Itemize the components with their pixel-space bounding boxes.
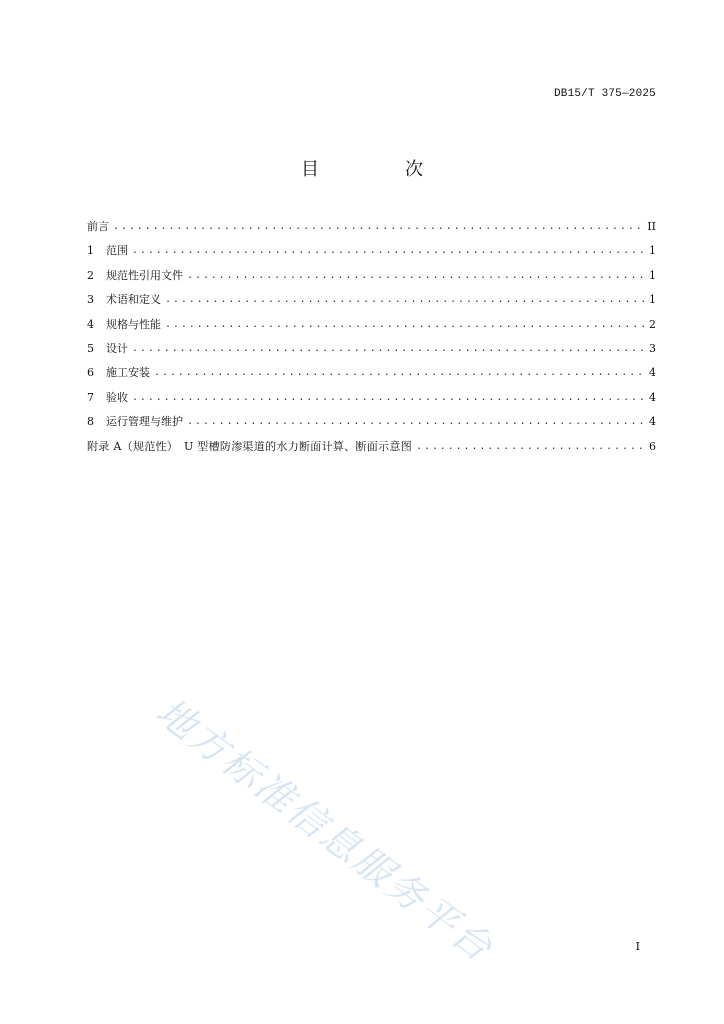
toc-entry-label: 施工安装 (106, 366, 150, 380)
toc-title: 目 次 (301, 159, 457, 180)
dot-leader (132, 340, 644, 358)
toc-entry-number: 2 (87, 268, 94, 282)
toc-entry-number: 5 (87, 341, 94, 355)
dot-leader (165, 291, 644, 309)
dot-leader (165, 316, 644, 334)
toc-entry-page: 4 (649, 415, 656, 429)
toc-entry-appendix-a[interactable] (87, 438, 656, 462)
dot-leader (416, 438, 644, 456)
toc-entry-label: 设计 (106, 341, 128, 355)
toc-entry-label: 规格与性能 (106, 317, 161, 331)
toc-entry-page: 2 (649, 317, 656, 331)
dot-leader (113, 218, 643, 236)
toc-entry-number: 6 (87, 366, 94, 380)
toc-entry-design[interactable] (87, 340, 656, 364)
toc-entry-label: 术语和定义 (106, 293, 161, 307)
toc-entry-label: 验收 (106, 390, 128, 404)
toc-entry-scope[interactable] (87, 242, 656, 266)
toc-entry-page: 1 (649, 268, 656, 282)
toc-entry-page: II (647, 220, 656, 233)
page-number: I (635, 940, 640, 953)
toc-entry-label: 运行管理与维护 (106, 415, 183, 429)
document-code: DB15/T 375—2025 (553, 88, 656, 100)
toc-entry-page: 4 (649, 366, 656, 380)
watermark: 地方标准信息服务平台 (148, 689, 503, 972)
toc-entry-number: 4 (87, 317, 94, 331)
toc-entry-operation-maintenance[interactable] (87, 413, 656, 437)
table-of-contents (87, 218, 656, 462)
toc-entry-page: 6 (649, 439, 656, 453)
toc-entry-terms-definitions[interactable] (87, 291, 656, 315)
toc-entry-normative-references[interactable] (87, 267, 656, 291)
dot-leader (132, 242, 644, 260)
toc-entry-page: 1 (649, 244, 656, 258)
dot-leader (187, 267, 644, 285)
toc-entry-page: 1 (649, 293, 656, 307)
toc-entry-number: 7 (87, 390, 94, 404)
toc-entry-construction[interactable] (87, 364, 656, 388)
toc-entry-specifications[interactable] (87, 316, 656, 340)
toc-entry-number: 8 (87, 415, 94, 429)
dot-leader (132, 389, 644, 407)
toc-entry-page: 3 (649, 341, 656, 355)
toc-entry-label: 规范性引用文件 (106, 268, 183, 282)
toc-entry-foreword[interactable] (87, 218, 656, 242)
toc-entry-number: 3 (87, 293, 94, 307)
dot-leader (187, 413, 644, 431)
toc-entry-label: 前言 (87, 220, 109, 233)
toc-entry-acceptance[interactable] (87, 389, 656, 413)
toc-entry-number: 1 (87, 244, 94, 258)
toc-entry-label: 范围 (106, 244, 128, 258)
dot-leader (154, 364, 644, 382)
toc-entry-page: 4 (649, 390, 656, 404)
toc-entry-label: 附录 A（规范性） U 型槽防渗渠道的水力断面计算、断面示意图 (87, 439, 413, 453)
